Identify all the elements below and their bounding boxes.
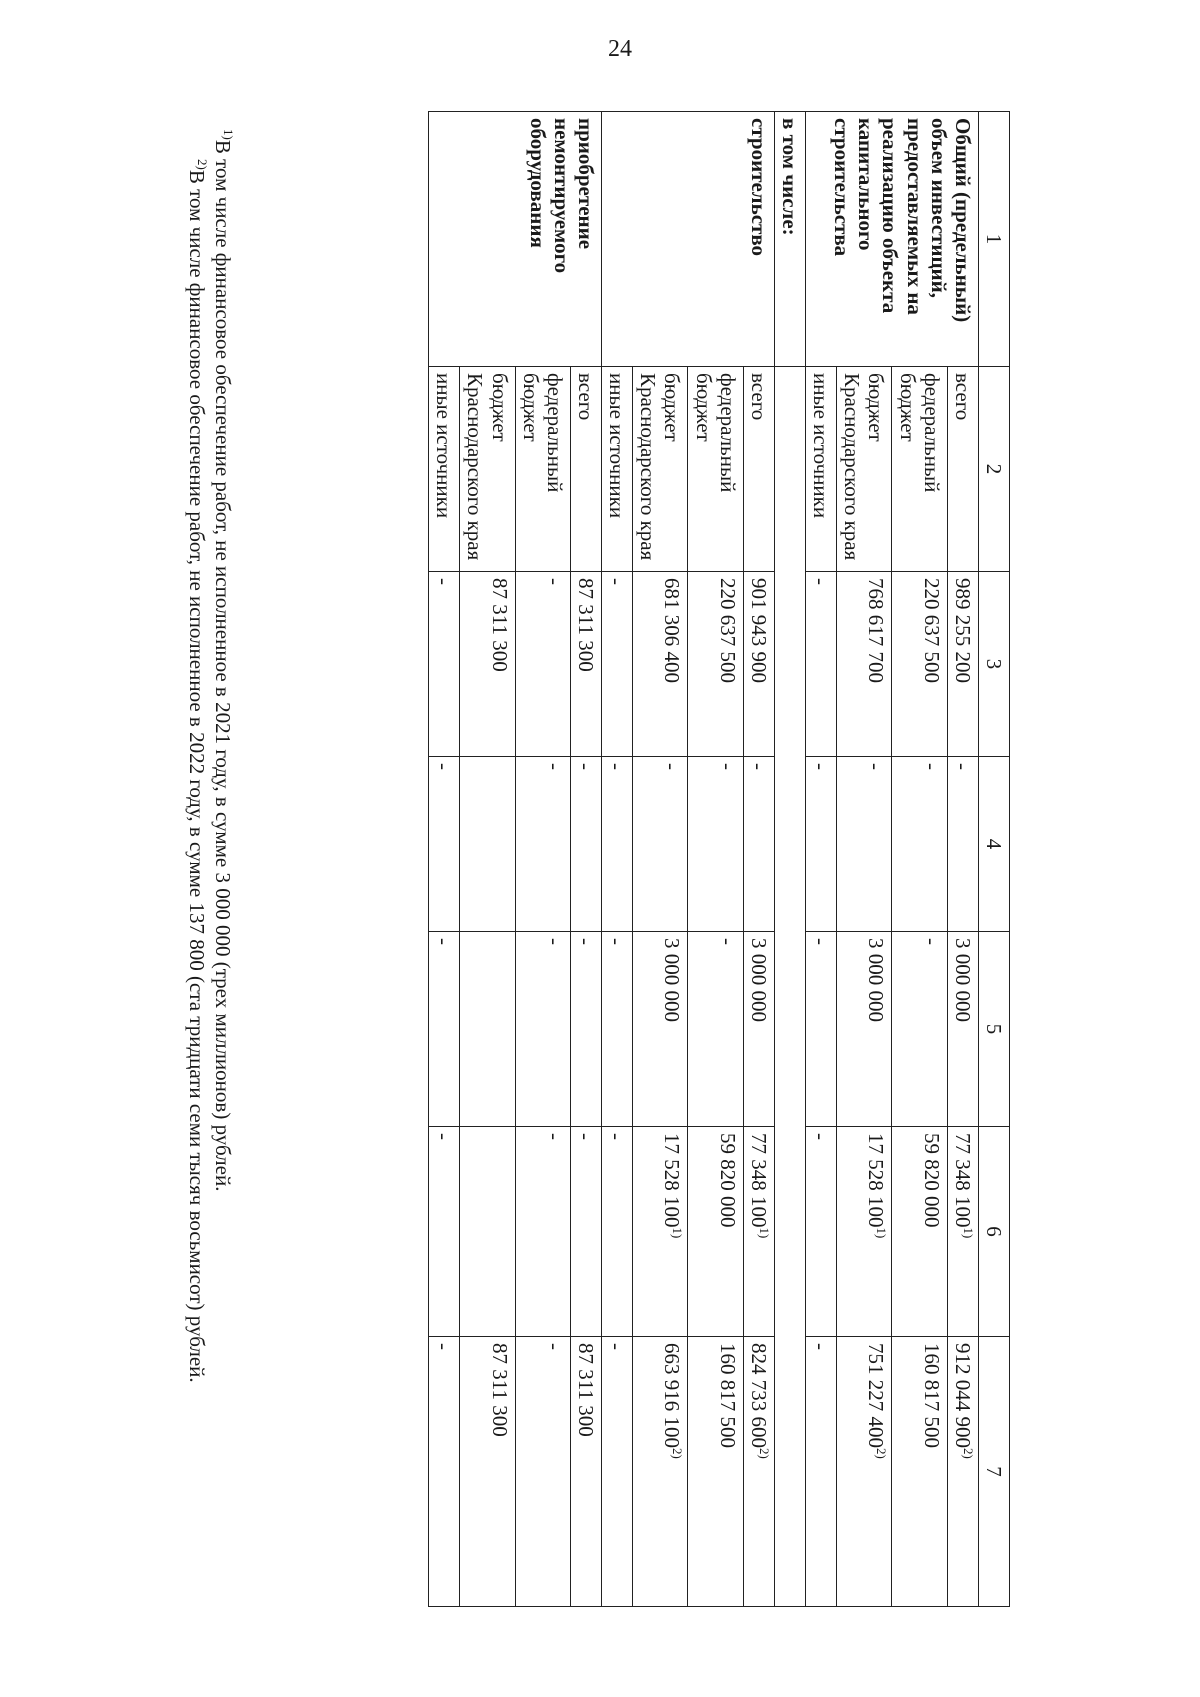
table-cell: - (602, 1127, 633, 1337)
table-cell: - (892, 757, 947, 932)
header-row (978, 112, 1009, 1607)
table-cell: - (892, 932, 947, 1127)
table-cell: - (688, 932, 743, 1127)
table-cell: - (947, 757, 978, 932)
table-cell: 59 820 000 (688, 1127, 743, 1337)
section-title: приобретение немонтируемого оборудования (429, 112, 602, 367)
table-cell: - (806, 932, 837, 1127)
table-cell: 3 000 000 (837, 932, 892, 1127)
table-cell: всего (743, 367, 774, 572)
table-cell: - (602, 572, 633, 757)
section-title: строительство (602, 112, 775, 367)
table-cell: 77 348 100$^{1)}$ (743, 1127, 774, 1337)
table-cell: - (515, 1337, 570, 1607)
table-cell: - (515, 932, 570, 1127)
column-number: 3 (978, 572, 1009, 757)
table-cell: бюджет Краснодарского края (633, 367, 688, 572)
table-cell: - (688, 757, 743, 932)
table-cell: федеральный бюджет (688, 367, 743, 572)
table-cell: 17 528 100$^{1)}$ (633, 1127, 688, 1337)
table-cell: федеральный бюджет (892, 367, 947, 572)
table-cell: - (429, 1127, 460, 1337)
table-cell: федеральный бюджет (515, 367, 570, 572)
table-cell: 87 311 300 (570, 572, 601, 757)
footnote-1: $^{1)}$В том числе финансовое обеспечение работ, не исполненное в 2021 году, в сумме 3 000 000 (трех миллионов) рублей. (211, 129, 236, 1192)
table-cell: 77 348 100$^{1)}$ (947, 1127, 978, 1337)
section-label-row (774, 112, 805, 1607)
table-cell (460, 932, 515, 1127)
table-cell: иные источники (602, 367, 633, 572)
table-row (570, 112, 601, 1607)
table-cell (460, 1127, 515, 1337)
column-number: 2 (978, 367, 1009, 572)
table-cell: - (743, 757, 774, 932)
table-cell: 751 227 400$^{2)}$ (837, 1337, 892, 1607)
table-cell: 160 817 500 (892, 1337, 947, 1607)
table-cell: - (570, 932, 601, 1127)
column-number: 5 (978, 932, 1009, 1127)
table-cell: - (806, 1127, 837, 1337)
table-cell: - (806, 572, 837, 757)
table-cell: 768 617 700 (837, 572, 892, 757)
table-cell: 663 916 100$^{2)}$ (633, 1337, 688, 1607)
table-cell: 989 255 200 (947, 572, 978, 757)
table-cell: 824 733 600$^{2)}$ (743, 1337, 774, 1607)
section-title: Общий (предельный) объем инвестиций, предоставляемых на реализацию объекта капитального строительства (806, 112, 979, 367)
column-number: 6 (978, 1127, 1009, 1337)
table-row (743, 112, 774, 1607)
table-cell: 87 311 300 (460, 1337, 515, 1607)
table-row (947, 112, 978, 1607)
table-cell: - (429, 932, 460, 1127)
table-cell: - (515, 572, 570, 757)
table-cell: 87 311 300 (460, 572, 515, 757)
table-cell: - (429, 757, 460, 932)
table-cell: - (570, 1127, 601, 1337)
table-cell: бюджет Краснодарского края (837, 367, 892, 572)
footnote-2: $^{2)}$В том числе финансовое обеспечение работ, не исполненное в 2022 году, в сумме 137 800 (ста тридцати семи тысяч восьмисот) рублей. (184, 159, 210, 1383)
table-cell: - (515, 757, 570, 932)
table-cell: - (602, 757, 633, 932)
table-cell: - (429, 572, 460, 757)
table-cell: 3 000 000 (743, 932, 774, 1127)
table-cell: - (837, 757, 892, 932)
table-cell: 17 528 100$^{1)}$ (837, 1127, 892, 1337)
table-cell: - (429, 1337, 460, 1607)
table-cell: 87 311 300 (570, 1337, 601, 1607)
table-cell: 220 637 500 (892, 572, 947, 757)
table-cell: 3 000 000 (947, 932, 978, 1127)
column-number: 4 (978, 757, 1009, 932)
empty-cell (774, 367, 805, 1607)
financing-table (428, 111, 1010, 1607)
table-cell: иные источники (429, 367, 460, 572)
table-cell: - (515, 1127, 570, 1337)
section-title: в том числе: (774, 112, 805, 367)
table-cell: иные источники (806, 367, 837, 572)
rotated-landscape-content (184, 111, 1010, 1606)
table-cell: - (806, 757, 837, 932)
table-cell: 59 820 000 (892, 1127, 947, 1337)
table-cell: - (806, 1337, 837, 1607)
table-cell: - (570, 757, 601, 932)
column-number: 7 (978, 1337, 1009, 1607)
column-number: 1 (978, 112, 1009, 367)
table-cell: 220 637 500 (688, 572, 743, 757)
table-cell (460, 757, 515, 932)
table-cell: - (633, 757, 688, 932)
table-cell: 912 044 900$^{2)}$ (947, 1337, 978, 1607)
table-cell: 160 817 500 (688, 1337, 743, 1607)
table-cell: бюджет Краснодарского края (460, 367, 515, 572)
table-cell: всего (947, 367, 978, 572)
table-cell: - (602, 1337, 633, 1607)
page-number: 24 (608, 36, 632, 62)
footnotes (184, 111, 237, 1606)
table-cell: - (602, 932, 633, 1127)
table-cell: 3 000 000 (633, 932, 688, 1127)
table-cell: 901 943 900 (743, 572, 774, 757)
table-cell: всего (570, 367, 601, 572)
table-cell: 681 306 400 (633, 572, 688, 757)
